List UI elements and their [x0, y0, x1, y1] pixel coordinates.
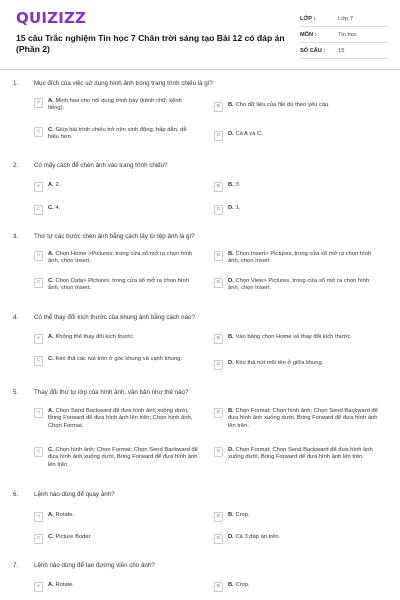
option-letter-box: B — [214, 408, 223, 418]
option-key: B. — [228, 251, 234, 257]
meta-label: SỐ CÂU : — [300, 47, 326, 54]
option-text: Cả 3 đáp án trên. — [235, 534, 281, 540]
option-d[interactable] — [214, 278, 378, 293]
option-letter-box: B — [214, 512, 223, 522]
question-number: 1. — [13, 80, 19, 87]
option-letter-box: A — [34, 512, 43, 522]
option-text: Chọn hình ảnh; Chọn Format; Chọn Send Backward để đưa hình ảnh xuống dưới, Bring Forward để đưa hình ảnh lên trên. — [48, 447, 198, 468]
option-text: Rotate. — [55, 512, 75, 518]
option-text: Chọn View> Pictures, trong cửa sổ mở ra chọn hình ảnh, chọn Insert. — [228, 278, 370, 292]
option-key: A. — [48, 334, 54, 340]
option-letter-box: D — [214, 360, 223, 370]
meta-row-subject — [300, 27, 388, 43]
option-letter-box: A — [34, 182, 43, 192]
question-number: 2. — [13, 162, 19, 169]
option-text: 4. — [55, 205, 61, 211]
option-c[interactable] — [34, 447, 198, 469]
option-d[interactable] — [214, 447, 378, 462]
option-text: Chọn Format; Chọn Send Backward để đưa hình ảnh xuống dưới, Bring Forward để đưa hình ảnh lên trên. — [228, 447, 373, 461]
option-text: Kéo thả nút mũi tên ở giữa khung. — [235, 360, 324, 366]
question-text: Có thể thay đổi kích thước của khung ảnh bằng cách nào? — [34, 314, 195, 321]
option-d[interactable] — [214, 131, 378, 141]
meta-value: Tin học — [338, 31, 357, 38]
option-letter-box: D — [214, 205, 223, 215]
option-text: Cả A và C. — [235, 131, 263, 137]
option-letter-box: D — [214, 534, 223, 544]
option-text: 2. — [55, 182, 61, 188]
option-key: B. — [228, 334, 234, 340]
option-key: C. — [48, 447, 54, 453]
option-d[interactable] — [214, 534, 378, 544]
option-text: Crop. — [235, 582, 250, 588]
option-letter-box: C — [34, 127, 43, 137]
option-text: Cho dữ liệu của file dù theo yêu cầu. — [235, 102, 330, 108]
meta-value: 15 — [338, 47, 345, 54]
option-letter-box: A — [34, 582, 43, 592]
option-letter-box: A — [34, 334, 43, 344]
question-text: Thay đổi thứ tự lớp của hình ảnh, văn bản như thế nào? — [34, 389, 189, 396]
meta-value: Lớp 7 — [338, 15, 354, 22]
option-a[interactable] — [34, 98, 198, 113]
option-b[interactable] — [214, 182, 378, 192]
meta-row-count — [300, 43, 388, 59]
question-text: Mục đích của việc sử dụng hình ảnh trong trang trình chiếu là gì? — [34, 80, 213, 87]
option-text: Picture Boder. — [55, 534, 92, 540]
option-text: Chọn Format; Chọn hình ảnh; Chọn Send Backward để đưa hình ảnh xuống dưới, Bring Forward để đưa hình ảnh lên trên. — [228, 408, 378, 429]
option-key: A. — [48, 512, 54, 518]
option-letter-box: C — [34, 205, 43, 215]
option-a[interactable] — [34, 512, 198, 522]
option-key: D. — [228, 205, 234, 211]
option-a[interactable] — [34, 334, 198, 344]
meta-label: MÔN : — [300, 31, 317, 38]
option-key: C. — [48, 534, 54, 540]
option-key: B. — [228, 102, 234, 108]
option-b[interactable] — [214, 251, 378, 266]
option-c[interactable] — [34, 534, 198, 544]
question-text: Thứ tự các bước chèn ảnh bằng cách lấy từ tệp ảnh là gì? — [34, 233, 195, 240]
option-key: A. — [48, 98, 54, 104]
option-text: Minh họa cho nội dung trình bày (kênh chữ, kênh tiếng). — [48, 98, 182, 112]
option-text: Kéo thả các nút tròn ở góc khung và cạnh khung. — [55, 356, 183, 362]
option-text: Chọn Insert> Pictures, trong cửa sổ mở ra chọn hình ảnh, chọn Insert. — [228, 251, 372, 265]
meta-label: LỚP : — [300, 15, 316, 22]
option-letter-box: B — [214, 582, 223, 592]
option-a[interactable] — [34, 582, 198, 592]
option-a[interactable] — [34, 408, 198, 430]
option-text: Vào bảng chọn Home và thay đổi kích thước. — [235, 334, 353, 340]
option-key: D. — [228, 278, 234, 284]
quizizz-logo — [16, 9, 86, 27]
option-key: B. — [228, 408, 234, 414]
option-b[interactable] — [214, 512, 378, 522]
option-d[interactable] — [214, 360, 378, 370]
option-key: C. — [48, 278, 54, 284]
option-key: D. — [228, 447, 234, 453]
option-letter-box: B — [214, 334, 223, 344]
option-text: Crop. — [235, 512, 250, 518]
logo-text: QUIZIZZ — [16, 9, 87, 27]
option-key: B. — [228, 582, 234, 588]
option-c[interactable] — [34, 205, 198, 215]
meta-row-class — [300, 11, 388, 27]
option-letter-box: C — [34, 278, 43, 288]
question-text: Lệnh nào dùng để quay ảnh? — [34, 491, 115, 498]
option-text: 3. — [235, 182, 241, 188]
question-number: 4. — [13, 314, 19, 321]
option-letter-box: C — [34, 534, 43, 544]
option-text: 1. — [235, 205, 241, 211]
option-a[interactable] — [34, 182, 198, 192]
option-letter-box: D — [214, 447, 223, 457]
option-key: A. — [48, 251, 54, 257]
option-key: C. — [48, 356, 54, 362]
option-letter-box: B — [214, 182, 223, 192]
option-text: Giúp bài trình chiếu trở nên sinh động, hấp dẫn, dễ hiểu hơn. — [48, 127, 187, 141]
option-d[interactable] — [214, 205, 378, 215]
header-divider — [0, 69, 400, 70]
option-key: D. — [228, 534, 234, 540]
question-number: 5. — [13, 389, 19, 396]
option-text: Không thể thay đổi kích thước. — [55, 334, 135, 340]
option-b[interactable] — [214, 334, 378, 344]
option-key: A. — [48, 408, 54, 414]
question-text: Có mấy cách để chèn ảnh vào trang trình chiếu? — [34, 162, 168, 169]
option-text: Rotate. — [55, 582, 75, 588]
option-a[interactable] — [34, 251, 198, 266]
option-text: Chọn Home >Pictures, trong cửa sổ mở ra chọn hình ảnh, chọn Insert. — [48, 251, 193, 265]
option-letter-box: D — [214, 278, 223, 288]
worksheet-title: 15 câu Trắc nghiệm Tin học 7 Chân trời sáng tạo Bài 12 có đáp án (Phần 2) — [16, 33, 285, 54]
option-letter-box: A — [34, 98, 43, 108]
option-key: C. — [48, 127, 54, 133]
option-c[interactable] — [34, 356, 198, 366]
option-letter-box: D — [214, 131, 223, 141]
option-c[interactable] — [34, 127, 198, 142]
option-key: A. — [48, 582, 54, 588]
option-letter-box: B — [214, 251, 223, 261]
question-text: Lệnh nào dùng để tạo đường viền cho ảnh? — [34, 562, 155, 569]
option-key: D. — [228, 131, 234, 137]
option-letter-box: C — [34, 447, 43, 457]
option-key: D. — [228, 360, 234, 366]
meta-table — [300, 11, 388, 59]
option-text: Chọn Send Backward để đưa hình ảnh xuống dưới, Bring Forward để đưa hình ảnh lên trên; Chọn hình ảnh, Chọn Format. — [48, 408, 193, 429]
option-letter-box: A — [34, 251, 43, 261]
option-b[interactable] — [214, 408, 378, 430]
option-letter-box: B — [214, 102, 223, 112]
option-c[interactable] — [34, 278, 198, 293]
option-b[interactable] — [214, 582, 378, 592]
option-key: B. — [228, 512, 234, 518]
option-key: B. — [228, 182, 234, 188]
option-text: Chọn Data> Pictures, trong cửa sổ mở ra chọn hình ảnh, chọn Insert. — [48, 278, 189, 292]
option-letter-box: C — [34, 356, 43, 366]
option-key: C. — [48, 205, 54, 211]
option-key: A. — [48, 182, 54, 188]
question-number: 6. — [13, 491, 19, 498]
question-number: 3. — [13, 233, 19, 240]
option-letter-box: A — [34, 408, 43, 418]
option-b[interactable] — [214, 102, 378, 112]
question-number: 7. — [13, 562, 19, 569]
